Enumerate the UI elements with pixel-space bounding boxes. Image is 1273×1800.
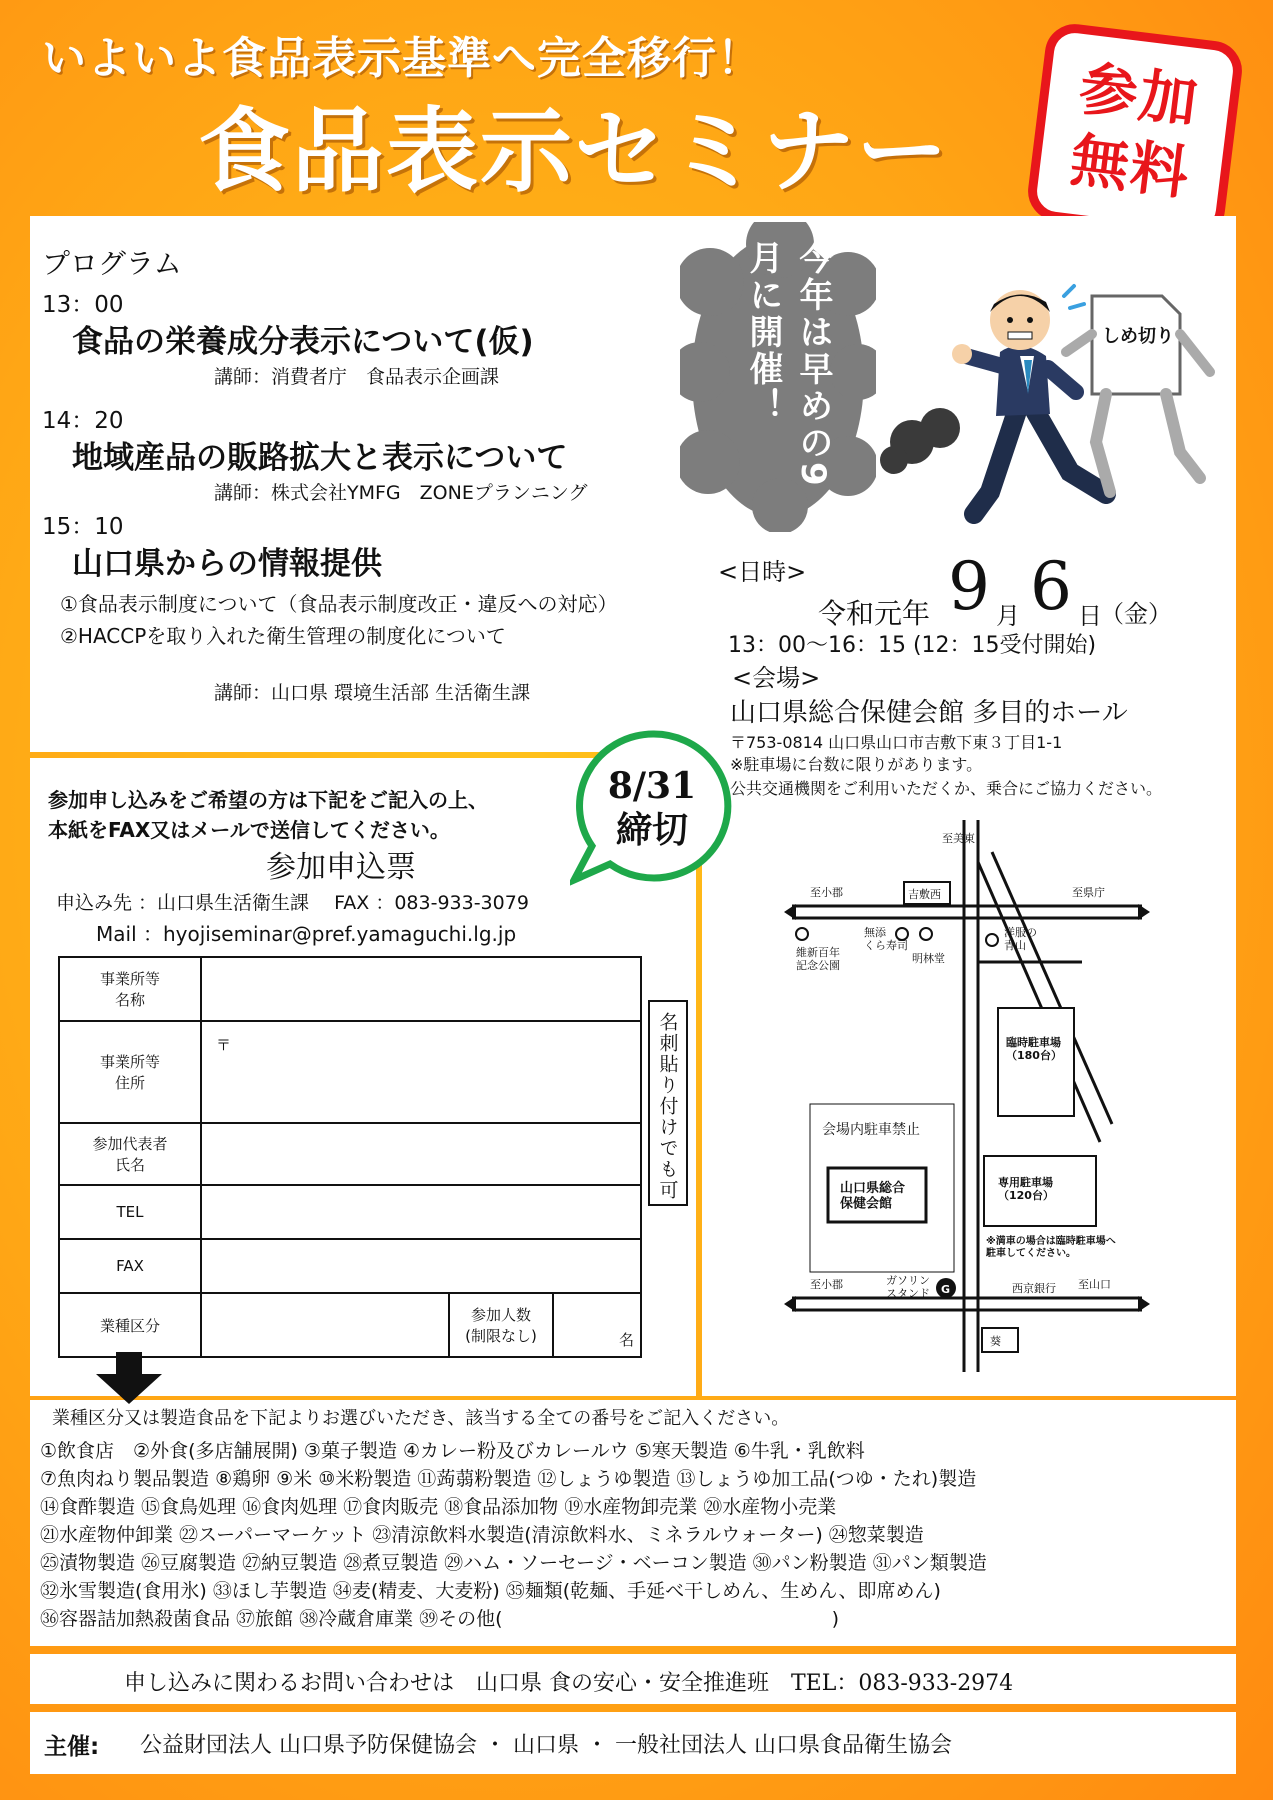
industry-field[interactable] bbox=[201, 1293, 449, 1357]
badge-line2: 無料 bbox=[1066, 125, 1195, 208]
session-item: ①食品表示制度について（食品表示制度改正・違反への対応） bbox=[60, 592, 618, 616]
event-time: 13：00～16：15 (12：15受付開始) bbox=[728, 633, 1097, 658]
session-time: 13：00 bbox=[42, 292, 124, 318]
representative-field[interactable] bbox=[201, 1123, 641, 1185]
transport-note: 公共交通機関をご利用いただくか、乗合にご協力ください。 bbox=[730, 779, 1163, 798]
industry-line: ⑭食酢製造 ⑮食鳥処理 ⑯食肉処理 ⑰食肉販売 ⑱食品添加物 ⑲水産物卸売業 ⑳水産物小売業 bbox=[40, 1496, 837, 1518]
industry-line: ⑦魚肉ねり製品製造 ⑧鶏卵 ⑨米 ⑩米粉製造 ⑪蒟蒻粉製造 ⑫しょうゆ製造 ⑬しょうゆ加工品(つゆ・たれ)製造 bbox=[40, 1468, 977, 1490]
form-label: 業種区分 bbox=[59, 1293, 201, 1357]
deadline-sign-label: しめ切り bbox=[1102, 326, 1174, 347]
form-label: 事業所等 住所 bbox=[59, 1021, 201, 1123]
running-man-illustration bbox=[870, 282, 1236, 534]
tel-field[interactable] bbox=[201, 1185, 641, 1239]
deadline-label: 締切 bbox=[615, 809, 688, 851]
event-era: 令和元年 bbox=[818, 597, 931, 630]
participant-count-field[interactable] bbox=[553, 1293, 641, 1357]
industry-line: ㉑水産物仲卸業 ㉒スーパーマーケット ㉓清涼飲料水製造(清涼飲料水、ミネラルウォーター) ㉔惣菜製造 bbox=[40, 1524, 924, 1546]
business-name-field[interactable] bbox=[201, 957, 641, 1021]
badge-line1: 参加 bbox=[1075, 54, 1204, 137]
session-speaker: 講師：山口県 環境生活部 生活衛生課 bbox=[214, 682, 531, 704]
venue-address: 〒753-0814 山口県山口市吉敷下東３丁目1-1 bbox=[730, 733, 1063, 752]
industry-line: ㊱容器詰加熱殺菌食品 ㊲旅館 ㊳冷蔵倉庫業 ㊴その他( ) bbox=[40, 1608, 839, 1630]
contact-text: 申し込みに関わるお問い合わせは 山口県 食の安心・安全推進班 TEL：083-933-2974 bbox=[124, 1671, 1014, 1696]
session-title: 地域産品の販路拡大と表示について bbox=[72, 440, 568, 476]
form-intro-line2: 本紙をFAX又はメールで送信してください。 bbox=[48, 818, 450, 842]
down-arrow-icon bbox=[94, 1352, 164, 1404]
session-title: 山口県からの情報提供 bbox=[72, 546, 382, 582]
date-heading: <日時> bbox=[718, 558, 807, 586]
venue-heading: <会場> bbox=[732, 664, 821, 692]
form-label: 参加代表者 氏名 bbox=[59, 1123, 201, 1185]
industry-line: ①飲食店 ②外食(多店舗展開) ③菓子製造 ④カレー粉及びカレールウ ⑤寒天製造 ⑥牛乳・乳飲料 bbox=[40, 1440, 865, 1462]
industry-instruction: 業種区分又は製造食品を下記よりお選びいただき、該当する全ての番号をご記入ください。 bbox=[52, 1408, 790, 1429]
business-address-field[interactable] bbox=[201, 1021, 641, 1123]
session-time: 15：10 bbox=[42, 514, 124, 540]
form-label: 事業所等 名称 bbox=[59, 957, 201, 1021]
form-destination: 申込み先 ：山口県生活衛生課 FAX ：083-933-3079 bbox=[56, 892, 529, 914]
map-overflow-note: ※満車の場合は臨時駐車場へ駐車してください。 bbox=[986, 1236, 1116, 1259]
venue-name: 山口県総合保健会館 多目的ホール bbox=[730, 698, 1128, 728]
map-ishin-park: 維新百年記念公園 bbox=[796, 946, 840, 973]
map-aoyama: 洋服の青山 bbox=[1004, 926, 1037, 953]
map-meirindo: 明林堂 bbox=[912, 952, 945, 965]
map-east-top-label: 至県庁 bbox=[1072, 886, 1105, 899]
industry-line: ㉕漬物製造 ㉖豆腐製造 ㉗納豆製造 ㉘煮豆製造 ㉙ハム・ソーセージ・ベーコン製造 ㉚パン粉製造 ㉛パン類製造 bbox=[40, 1552, 987, 1574]
map-kura-sushi: 無添くら寿司 bbox=[864, 926, 908, 953]
form-mail: Mail ：hyojiseminar@pref.yamaguchi.lg.jp bbox=[96, 922, 517, 946]
parking-note: ※駐車場に台数に限りがあります。 bbox=[730, 755, 983, 774]
deadline-date: 8/31 bbox=[607, 765, 697, 807]
host-text: 公益財団法人 山口県予防保健協会 ・ 山口県 ・ 一般社団法人 山口県食品衛生協会 bbox=[140, 1733, 952, 1758]
map-east-bottom-label: 至山口 bbox=[1078, 1278, 1111, 1291]
count-label: 参加人数 (制限なし) bbox=[449, 1293, 553, 1357]
form-label: FAX bbox=[59, 1239, 201, 1293]
industry-line: ㉜氷雪製造(食用氷) ㉝ほし芋製造 ㉞麦(精麦、大麦粉) ㉟麺類(乾麺、手延べ干しめん、生めん、即席めん) bbox=[40, 1580, 941, 1602]
dust-cloud-icon bbox=[880, 408, 960, 474]
application-form-table bbox=[58, 956, 642, 1358]
host-label: 主催: bbox=[44, 1734, 100, 1760]
map-no-parking: 会場内駐車禁止 bbox=[822, 1122, 920, 1138]
header-lead: いよいよ食品表示基準へ完全移行！ bbox=[42, 33, 762, 84]
postal-mark: 〒 bbox=[216, 1036, 232, 1054]
page-title: 食品表示セミナー bbox=[198, 98, 951, 205]
form-label: TEL bbox=[59, 1185, 201, 1239]
event-day-unit: 日 bbox=[1078, 602, 1102, 630]
form-intro-line1: 参加申し込みをご希望の方は下記をご記入の上、 bbox=[48, 788, 488, 812]
free-admission-badge bbox=[1025, 21, 1246, 242]
event-month-unit: 月 bbox=[996, 602, 1020, 630]
fax-field[interactable] bbox=[201, 1239, 641, 1293]
form-title: 参加申込票 bbox=[266, 850, 416, 885]
early-date-text: 今年は早めの9月に開催！ bbox=[743, 240, 833, 489]
map-bank: 西京銀行 bbox=[1012, 1282, 1056, 1295]
map-temp-parking: 臨時駐車場（180台） bbox=[1006, 1036, 1062, 1063]
count-unit: 名 bbox=[618, 1331, 634, 1349]
program-heading: プログラム bbox=[42, 247, 182, 280]
venue-map bbox=[782, 812, 1152, 1372]
map-aoi: 葵 bbox=[990, 1335, 1001, 1348]
event-month: 9 bbox=[948, 548, 990, 625]
map-kishiki-west: 吉敷西 bbox=[908, 888, 941, 901]
gas-station-icon: G bbox=[941, 1283, 951, 1296]
business-card-note: 名刺貼り付けでも可 bbox=[648, 1000, 688, 1206]
session-title: 食品の栄養成分表示について(仮) bbox=[72, 324, 534, 360]
event-weekday: （金） bbox=[1100, 600, 1172, 628]
session-speaker: 講師：株式会社YMFG ZONEプランニング bbox=[214, 482, 588, 504]
map-gas-station: ガソリンスタンド bbox=[886, 1274, 930, 1301]
map-parking: 専用駐車場（120台） bbox=[998, 1176, 1054, 1203]
session-speaker: 講師：消費者庁 食品表示企画課 bbox=[214, 366, 500, 388]
map-venue: 山口県総合保健会館 bbox=[840, 1181, 906, 1212]
session-time: 14：20 bbox=[42, 408, 124, 434]
deadline-text bbox=[586, 764, 718, 852]
deadline-paper-icon bbox=[1066, 296, 1210, 492]
map-north-label: 至美東 bbox=[942, 832, 975, 845]
event-day: 6 bbox=[1030, 548, 1072, 625]
map-west-top-label: 至小郡 bbox=[810, 886, 843, 899]
session-item: ②HACCPを取り入れた衛生管理の制度化について bbox=[60, 624, 506, 648]
map-west-bottom-label: 至小郡 bbox=[810, 1278, 843, 1291]
